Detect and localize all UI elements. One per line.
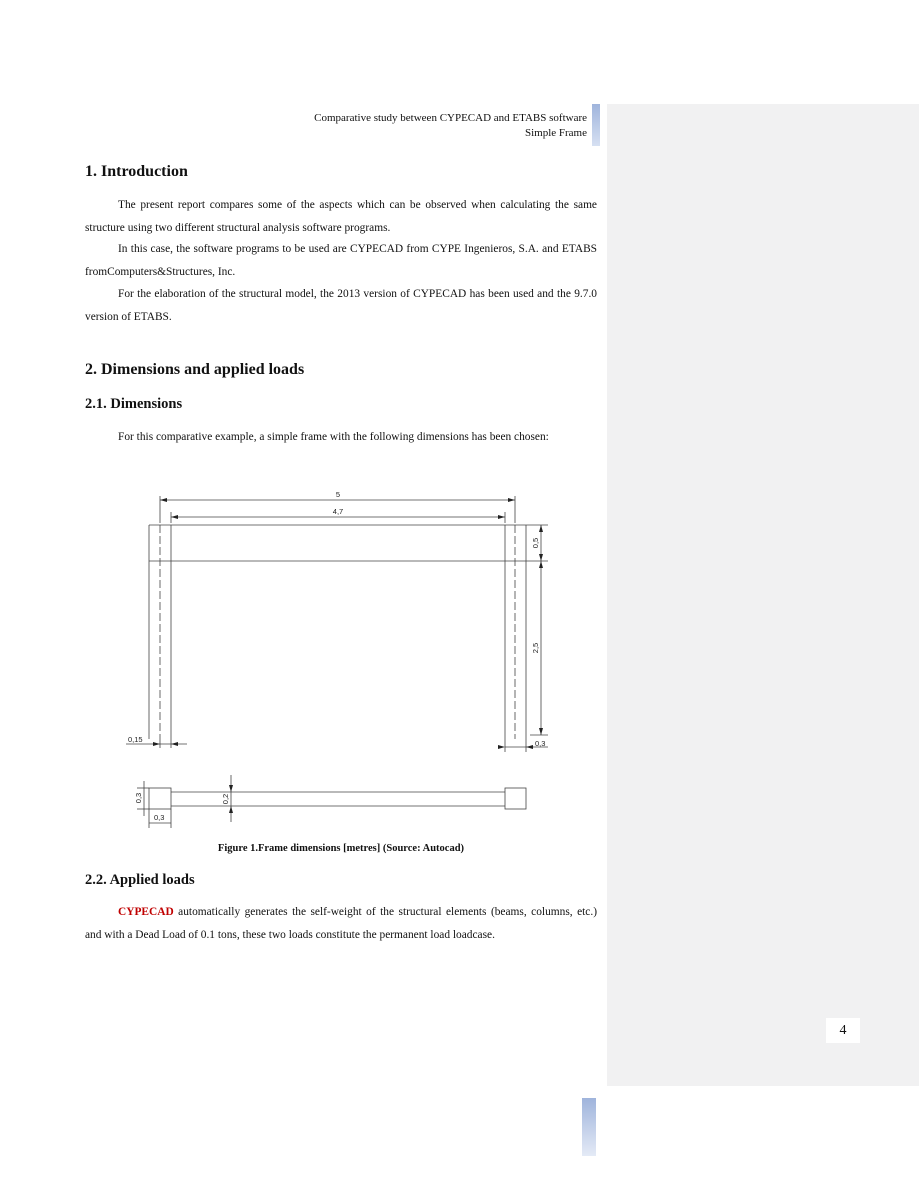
applied-loads-text: automatically generates the self-weight of the structural elements (beams, columns, etc.) and with a Dead Load of 0.1 tons, these two loads constitute the permanent load loadcase. [85, 906, 597, 941]
subsection-applied-loads-heading: 2.2. Applied loads [85, 872, 195, 888]
subsection-dimensions-heading: 2.1. Dimensions [85, 396, 183, 412]
dim-clear-width: 4,7 [332, 507, 344, 516]
dim-section-column-height: 0,3 [134, 792, 143, 804]
dim-column-height: 2,5 [531, 642, 540, 654]
section-introduction-heading: 1. Introduction [85, 163, 188, 180]
header-subtitle: Simple Frame [524, 127, 587, 139]
dim-beam-depth: 0,5 [531, 537, 540, 549]
figure-caption: Figure 1.Frame dimensions [metres] (Source: Autocad) [217, 843, 465, 854]
page-number: 4 [826, 1018, 860, 1043]
applied-loads-paragraph [85, 901, 597, 946]
intro-paragraph-3: For the elaboration of the structural model, the 2013 version of CYPECAD has been used and the 9.7.0 version of ETABS. [85, 288, 597, 323]
dim-total-width: 5 [335, 490, 341, 499]
intro-paragraph-1: The present report compares some of the aspects which can be observed when calculating the same structure using two different structural analysis software programs. [85, 199, 597, 234]
dim-left-column-offset: 0,15 [128, 735, 143, 744]
dim-right-column-width: 0,3 [535, 739, 546, 748]
intro-paragraph-2: In this case, the software programs to be used are CYPECAD from CYPE Ingenieros, S.A. and ETABS fromComputers&Structures, Inc. [85, 243, 597, 278]
dim-section-beam-depth: 0,2 [221, 793, 230, 805]
dim-section-column-width: 0,3 [154, 813, 165, 822]
header-title: Comparative study between CYPECAD and ETABS software [314, 112, 587, 124]
section-dimensions-heading: 2. Dimensions and applied loads [85, 361, 305, 378]
cypecad-keyword: CYPECAD [118, 906, 174, 918]
dimensions-paragraph: For this comparative example, a simple frame with the following dimensions has been chosen: [118, 431, 549, 443]
